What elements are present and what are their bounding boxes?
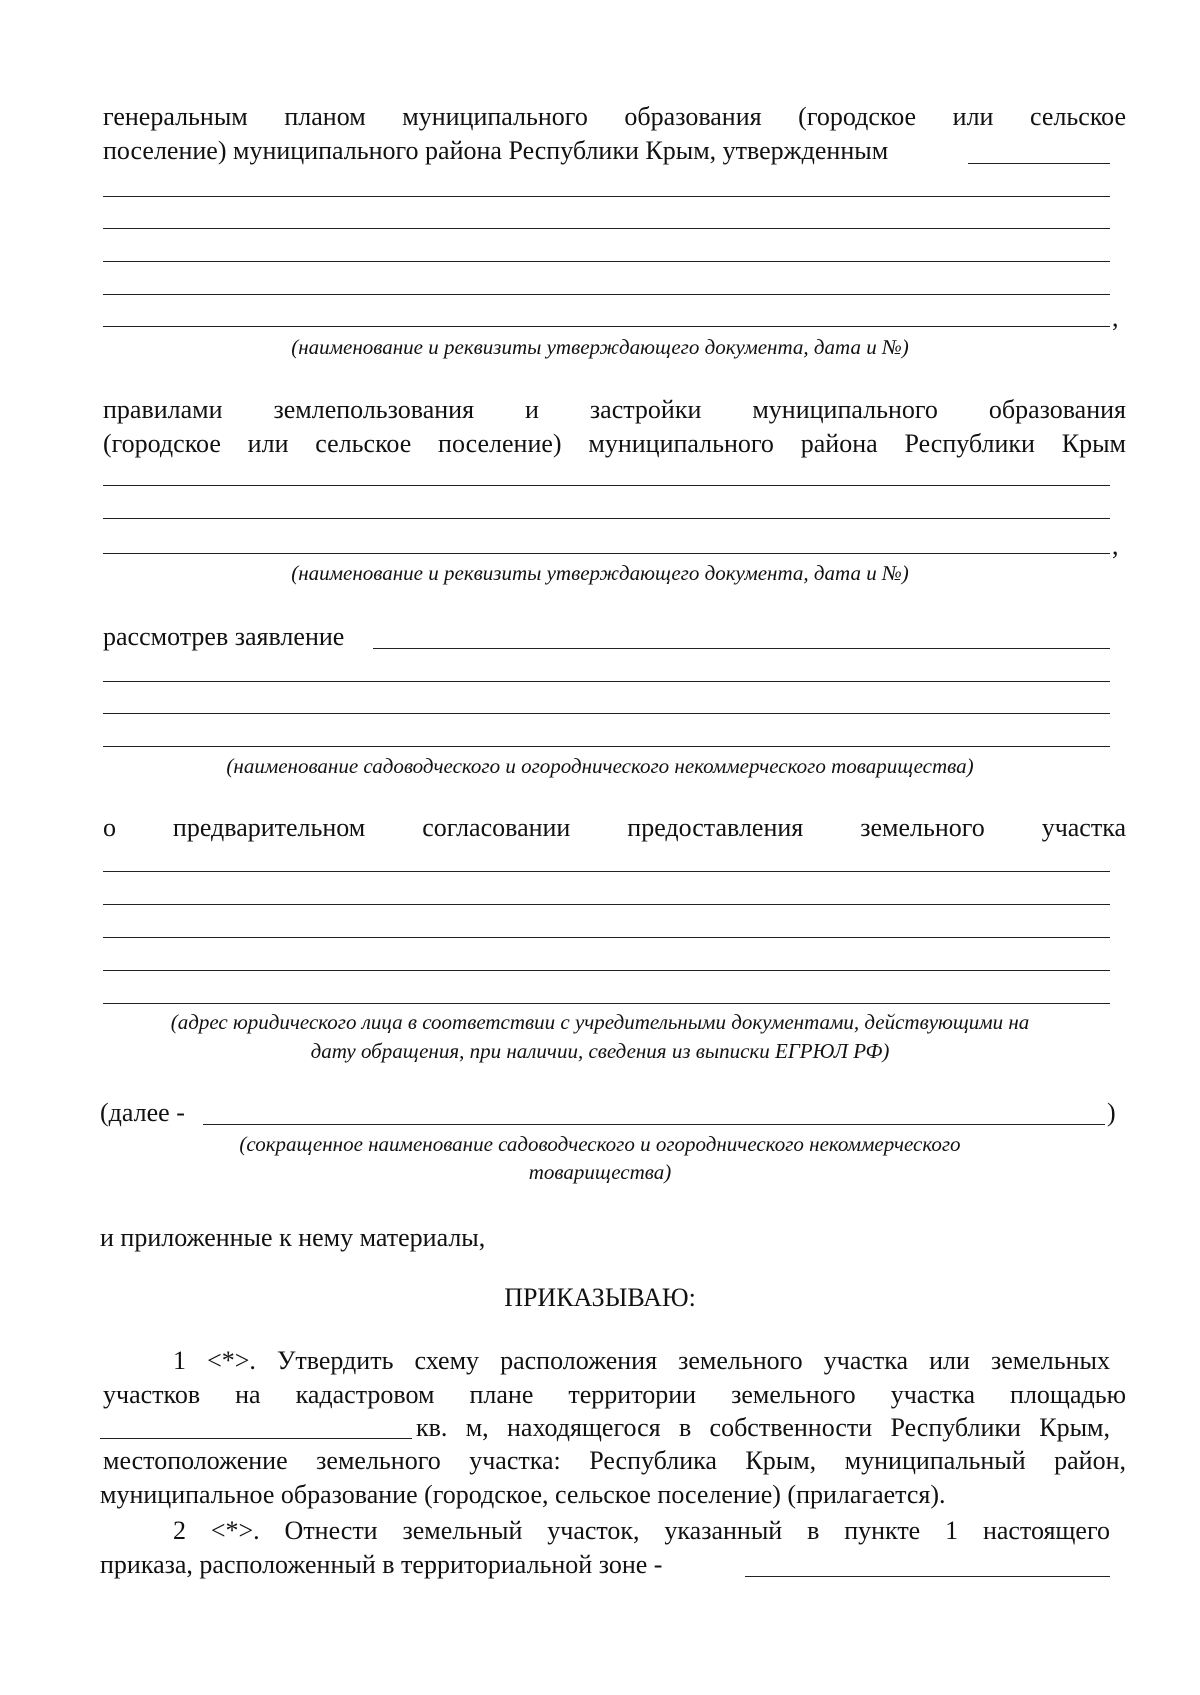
blank-line — [203, 1124, 1105, 1125]
caption-approving-document: (наименование и реквизиты утверждающего документа, дата и №) — [291, 561, 909, 585]
comma: , — [1112, 531, 1119, 560]
caption-partnership-name: (наименование садоводческого и огороднического некоммерческого товарищества) — [226, 754, 974, 778]
blank-line — [103, 261, 1110, 262]
blank-line — [103, 746, 1110, 747]
item-1-line-1: 1 <*>. Утвердить схему расположения земельного участка или земельных — [173, 1346, 1110, 1375]
item-2-line-1: 2 <*>. Отнести земельный участок, указанный в пункте 1 настоящего — [173, 1516, 1110, 1545]
caption-approving-document: (наименование и реквизиты утверждающего документа, дата и №) — [291, 335, 909, 359]
paragraph-attached-materials: и приложенные к нему материалы, — [100, 1223, 486, 1252]
order-heading: ПРИКАЗЫВАЮ: — [504, 1283, 696, 1312]
paragraph-land-use-rules-line-2: (городское или сельское поселение) муниципального района Республики Крым — [103, 429, 1126, 458]
item-1-line-4: местоположение земельного участка: Республика Крым, муниципальный район, — [103, 1446, 1126, 1475]
item-2-line-2: приказа, расположенный в территориальной зоне - — [100, 1550, 663, 1579]
paragraph-hereinafter-close: ) — [1107, 1098, 1116, 1127]
blank-line — [103, 518, 1110, 519]
blank-line — [103, 485, 1110, 486]
blank-line — [103, 196, 1110, 197]
item-1-line-2: участков на кадастровом плане территории земельного участка площадью — [103, 1380, 1126, 1409]
paragraph-land-use-rules-line-1: правилами землепользования и застройки муниципального образования — [103, 395, 1126, 424]
blank-line — [103, 937, 1110, 938]
blank-line — [103, 326, 1110, 327]
blank-line — [103, 970, 1110, 971]
paragraph-hereinafter-open: (далее - — [100, 1098, 185, 1127]
comma: , — [1112, 303, 1119, 332]
blank-line — [373, 648, 1110, 649]
blank-line — [103, 713, 1110, 714]
blank-line — [103, 1003, 1110, 1004]
blank-line — [103, 294, 1110, 295]
caption-short-name-line-2: товарищества) — [528, 1160, 672, 1184]
blank-line — [745, 1576, 1110, 1577]
blank-line — [103, 904, 1110, 905]
item-1-line-5: муниципальное образование (городское, сельское поселение) (прилагается). — [100, 1480, 946, 1509]
blank-line — [103, 228, 1110, 229]
caption-short-name-line-1: (сокращенное наименование садоводческого и огороднического некоммерческого — [239, 1132, 961, 1156]
blank-line — [103, 681, 1110, 682]
paragraph-considered-application: рассмотрев заявление — [103, 622, 345, 651]
blank-line — [103, 871, 1110, 872]
item-1-line-3: кв. м, находящегося в собственности Республики Крым, — [416, 1413, 1110, 1442]
blank-line-area — [100, 1438, 412, 1439]
paragraph-preliminary-approval: о предварительном согласовании предоставления земельного участка — [103, 813, 1126, 842]
caption-legal-address-line-2: дату обращения, при наличии, сведения из выписки ЕГРЮЛ РФ) — [310, 1039, 890, 1063]
paragraph-general-plan-line-1: генеральным планом муниципального образования (городское или сельское — [103, 102, 1126, 131]
paragraph-general-plan-line-2: поселение) муниципального района Республики Крым, утвержденным — [103, 136, 889, 165]
blank-line — [103, 553, 1110, 554]
blank-line — [968, 163, 1110, 164]
caption-legal-address-line-1: (адрес юридического лица в соответствии с учредительными документами, действующими на — [170, 1010, 1030, 1034]
